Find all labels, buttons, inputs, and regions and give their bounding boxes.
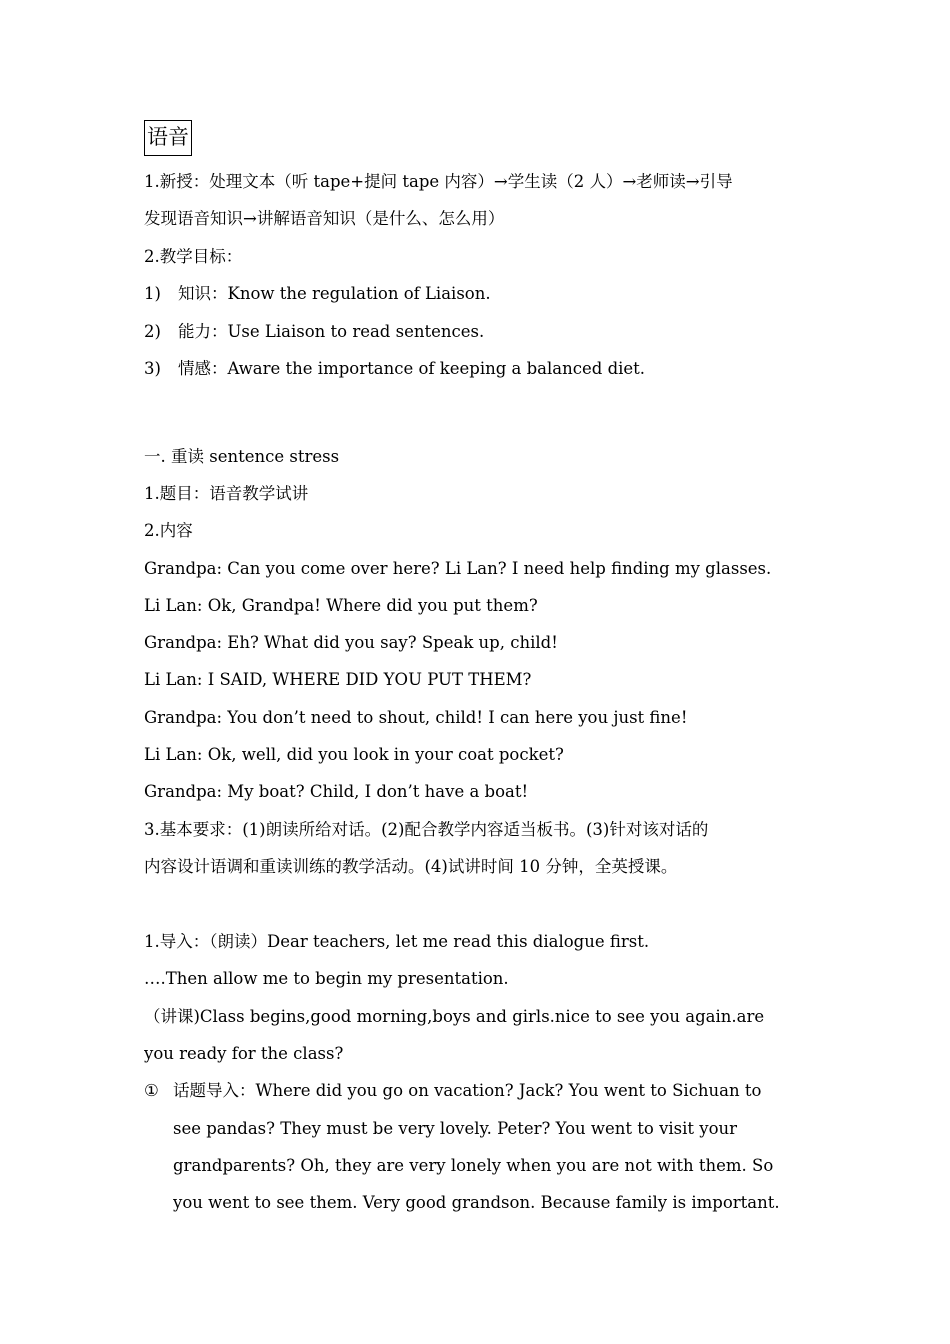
objective-3 [144, 357, 810, 381]
intro-step-1-line-2: 发现语音知识→讲解语音知识（是什么、怎么用） [144, 209, 505, 228]
objective-1 [144, 282, 810, 306]
section-content-label: 2.内容 [144, 521, 193, 540]
intro-step-1-line-1: 1.新授：处理文本（听 tape+提问 tape 内容）→学生读（2 人）→老师读→引导 [144, 172, 733, 191]
topic-line: you went to see them. Very good grandson. Because family is important. [173, 1193, 780, 1212]
lesson-class-line-2: you ready for the class? [144, 1044, 344, 1063]
section-heading: 语音 [144, 120, 192, 156]
dialogue-line: Li Lan: Ok, well, did you look in your coat pocket? [144, 745, 564, 764]
requirements-line-2: 内容设计语调和重读训练的教学活动。(4)试讲时间 10 分钟，全英授课。 [144, 857, 678, 876]
dialogue-line: Grandpa: Eh? What did you say? Speak up, child! [144, 633, 558, 652]
lesson-intro-line-1: 1.导入：（朗读）Dear teachers, let me read this dialogue first. [144, 932, 650, 951]
objective-number: 2) [144, 322, 161, 341]
section-topic: 1.题目：语音教学试讲 [144, 484, 309, 503]
dialogue-line: Li Lan: I SAID, WHERE DID YOU PUT THEM? [144, 670, 532, 689]
objective-number: 3) [144, 359, 161, 378]
objective-text: 知识：Know the regulation of Liaison. [178, 284, 491, 303]
section-title: 一. 重读 sentence stress [144, 447, 340, 466]
requirements-line-1: 3.基本要求：(1)朗读所给对话。(2)配合教学内容适当板书。(3)针对该对话的 [144, 820, 709, 839]
objective-text: 情感：Aware the importance of keeping a balanced diet. [178, 359, 646, 378]
topic-marker: ① [144, 1081, 159, 1100]
lesson-class-line-1: （讲课)Class begins,good morning,boys and girls.nice to see you again.are [144, 1007, 765, 1026]
lesson-intro-line-2: ….Then allow me to begin my presentation. [144, 969, 509, 988]
topic-line: 话题导入：Where did you go on vacation? Jack? You went to Sichuan to [173, 1081, 762, 1100]
objective-number: 1) [144, 284, 161, 303]
dialogue-line: Li Lan: Ok, Grandpa! Where did you put them? [144, 596, 538, 615]
intro-step-2: 2.教学目标： [144, 247, 243, 266]
topic-line: grandparents? Oh, they are very lonely when you are not with them. So [173, 1156, 774, 1175]
dialogue-line: Grandpa: Can you come over here? Li Lan? I need help finding my glasses. [144, 559, 772, 578]
objective-text: 能力：Use Liaison to read sentences. [178, 322, 485, 341]
topic-line: see pandas? They must be very lovely. Peter? You went to visit your [173, 1119, 738, 1138]
dialogue-line: Grandpa: You don’t need to shout, child! I can here you just fine! [144, 708, 688, 727]
dialogue-line: Grandpa: My boat? Child, I don’t have a boat! [144, 782, 529, 801]
objective-2 [144, 320, 810, 344]
